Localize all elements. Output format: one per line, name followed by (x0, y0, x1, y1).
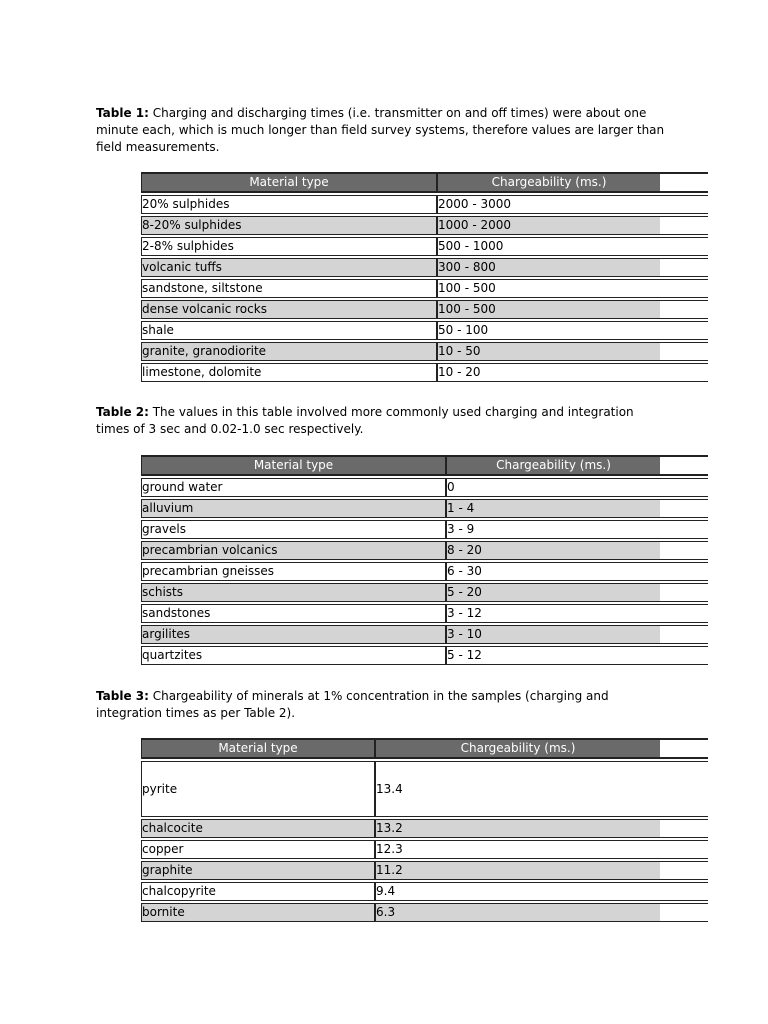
row-spacer (660, 216, 708, 235)
material-type-cell: gravels (141, 520, 447, 539)
table-row (141, 646, 708, 665)
chargeability-cell: 6 - 30 (447, 562, 660, 581)
table3-caption-text: Chargeability of minerals at 1% concentration in the samples (charging and integration times as per Table 2). (96, 689, 609, 720)
table2-caption-label: Table 2: (96, 405, 149, 419)
row-spacer (660, 363, 708, 382)
material-type-cell: dense volcanic rocks (141, 300, 438, 319)
row-spacer (660, 562, 708, 581)
table-row (141, 363, 708, 382)
table-row (141, 625, 708, 644)
table1-caption-text: Charging and discharging times (i.e. transmitter on and off times) were about one minute each, which is much longer than field survey systems, therefore values are larger than field measurements. (96, 106, 665, 154)
material-type-cell: precambrian gneisses (141, 562, 447, 581)
chargeability-cell: 100 - 500 (438, 300, 660, 319)
material-type-cell: precambrian volcanics (141, 541, 447, 560)
table-row (141, 321, 708, 340)
table-row (141, 861, 708, 880)
header-chargeability: Chargeability (ms.) (376, 738, 660, 759)
material-type-cell: ground water (141, 478, 447, 497)
row-spacer (660, 195, 708, 214)
chargeability-cell: 13.2 (376, 819, 660, 838)
material-type-cell: 8-20% sulphides (141, 216, 438, 235)
material-type-cell: shale (141, 321, 438, 340)
row-spacer (660, 279, 708, 298)
table-header-row (141, 172, 708, 193)
table-header-row (141, 455, 708, 476)
table2-caption-text: The values in this table involved more commonly used charging and integration times of 3 sec and 0.02-1.0 sec respectively. (96, 405, 634, 436)
material-type-cell: volcanic tuffs (141, 258, 438, 277)
table-row (141, 279, 708, 298)
table1-caption-label: Table 1: (96, 106, 149, 120)
row-spacer (660, 761, 708, 817)
row-spacer (660, 499, 708, 518)
material-type-cell: schists (141, 583, 447, 602)
table-row (141, 499, 708, 518)
row-spacer (660, 258, 708, 277)
chargeability-cell: 6.3 (376, 903, 660, 922)
table-row (141, 562, 708, 581)
material-type-cell: 2-8% sulphides (141, 237, 438, 256)
table-row (141, 342, 708, 361)
table-row (141, 237, 708, 256)
chargeability-cell: 12.3 (376, 840, 660, 859)
chargeability-cell: 13.4 (376, 761, 660, 817)
material-type-cell: granite, granodiorite (141, 342, 438, 361)
chargeability-cell: 300 - 800 (438, 258, 660, 277)
row-spacer (660, 625, 708, 644)
chargeability-cell: 500 - 1000 (438, 237, 660, 256)
header-chargeability: Chargeability (ms.) (447, 455, 660, 476)
chargeability-cell: 50 - 100 (438, 321, 660, 340)
row-spacer (660, 646, 708, 665)
chargeability-cell: 10 - 20 (438, 363, 660, 382)
header-material-type: Material type (141, 172, 438, 193)
table3 (141, 736, 708, 924)
row-spacer (660, 342, 708, 361)
table2-caption (96, 404, 666, 438)
chargeability-cell: 3 - 10 (447, 625, 660, 644)
chargeability-cell: 8 - 20 (447, 541, 660, 560)
header-spacer (660, 738, 708, 759)
table-row (141, 478, 708, 497)
table-row (141, 195, 708, 214)
chargeability-cell: 9.4 (376, 882, 660, 901)
table-row (141, 258, 708, 277)
chargeability-cell: 100 - 500 (438, 279, 660, 298)
row-spacer (660, 300, 708, 319)
chargeability-cell: 2000 - 3000 (438, 195, 660, 214)
material-type-cell: graphite (141, 861, 376, 880)
material-type-cell: sandstones (141, 604, 447, 623)
chargeability-cell: 3 - 12 (447, 604, 660, 623)
chargeability-cell: 1000 - 2000 (438, 216, 660, 235)
row-spacer (660, 819, 708, 838)
material-type-cell: 20% sulphides (141, 195, 438, 214)
table-row (141, 583, 708, 602)
row-spacer (660, 840, 708, 859)
table1 (141, 170, 708, 384)
table-row (141, 604, 708, 623)
table3-caption (96, 688, 666, 722)
material-type-cell: chalcopyrite (141, 882, 376, 901)
material-type-cell: limestone, dolomite (141, 363, 438, 382)
row-spacer (660, 321, 708, 340)
row-spacer (660, 520, 708, 539)
chargeability-cell: 10 - 50 (438, 342, 660, 361)
row-spacer (660, 237, 708, 256)
material-type-cell: copper (141, 840, 376, 859)
material-type-cell: sandstone, siltstone (141, 279, 438, 298)
row-spacer (660, 882, 708, 901)
chargeability-cell: 1 - 4 (447, 499, 660, 518)
header-chargeability: Chargeability (ms.) (438, 172, 660, 193)
material-type-cell: quartzites (141, 646, 447, 665)
material-type-cell: pyrite (141, 761, 376, 817)
table-row (141, 903, 708, 922)
header-material-type: Material type (141, 455, 447, 476)
material-type-cell: argilites (141, 625, 447, 644)
row-spacer (660, 541, 708, 560)
table-row (141, 520, 708, 539)
table1-caption (96, 105, 666, 156)
row-spacer (660, 583, 708, 602)
chargeability-cell: 5 - 20 (447, 583, 660, 602)
chargeability-cell: 5 - 12 (447, 646, 660, 665)
chargeability-cell: 3 - 9 (447, 520, 660, 539)
table-row (141, 840, 708, 859)
table-row (141, 300, 708, 319)
table2 (141, 453, 708, 667)
header-material-type: Material type (141, 738, 376, 759)
chargeability-cell: 0 (447, 478, 660, 497)
chargeability-cell: 11.2 (376, 861, 660, 880)
material-type-cell: chalcocite (141, 819, 376, 838)
row-spacer (660, 861, 708, 880)
table-row (141, 541, 708, 560)
table-row (141, 761, 708, 817)
material-type-cell: bornite (141, 903, 376, 922)
header-spacer (660, 172, 708, 193)
table-row (141, 819, 708, 838)
table3-caption-label: Table 3: (96, 689, 149, 703)
material-type-cell: alluvium (141, 499, 447, 518)
row-spacer (660, 604, 708, 623)
table-row (141, 882, 708, 901)
table-row (141, 216, 708, 235)
row-spacer (660, 903, 708, 922)
header-spacer (660, 455, 708, 476)
table-header-row (141, 738, 708, 759)
row-spacer (660, 478, 708, 497)
